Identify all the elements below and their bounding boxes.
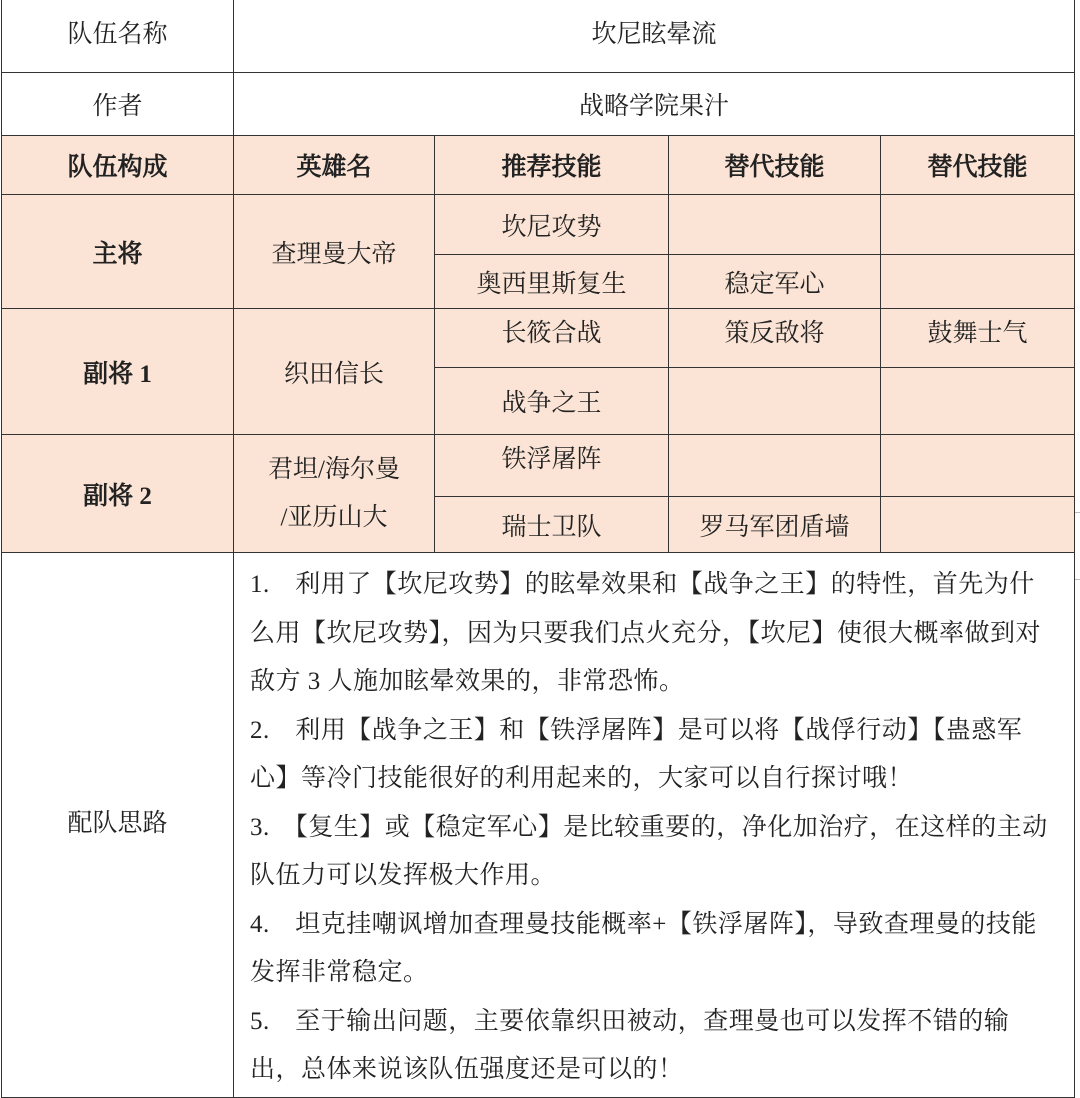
skill-cell: 坎尼攻势 [435,195,669,255]
note-item: 4. 坦克挂嘲讽增加查理曼技能概率+【铁浮屠阵】，导致查理曼的技能发挥非常稳定。 [250,910,1037,986]
note-item: 5. 至于输出问题，主要依靠织田被动，查理曼也可以发挥不错的输出，总体来说该队伍强度还是可以的！ [250,1007,1010,1083]
note-item: 3. 【复生】或【稳定军心】是比较重要的，净化加治疗，在这样的主动队伍力可以发挥极大作用。 [250,813,1048,889]
header-hero: 英雄名 [234,136,435,195]
hero-deputy-1: 织田信长 [234,309,435,435]
team-name-value: 坎尼眩晕流 [234,0,1075,73]
skill-cell: 铁浮屠阵 [435,435,669,497]
header-composition: 队伍构成 [2,136,234,195]
skill-cell: 瑞士卫队 [435,497,669,553]
skill-cell: 长筱合战 [435,309,669,368]
skill-cell [881,435,1075,497]
header-alt-skill-1: 替代技能 [669,136,881,195]
team-name-label: 队伍名称 [2,0,234,73]
skill-cell [881,497,1075,553]
role-main: 主将 [2,195,234,309]
hero-line: 君坦/海尔曼 [268,455,400,483]
skill-cell: 鼓舞士气 [881,309,1075,368]
page-edge-mark [1075,512,1080,513]
team-table [1,0,1075,1098]
header-recommended-skill: 推荐技能 [435,136,669,195]
hero-line: /亚历山大 [280,503,388,531]
skill-cell [881,255,1075,309]
skill-cell: 奥西里斯复生 [435,255,669,309]
skill-cell [881,195,1075,255]
skill-cell [669,195,881,255]
author-label: 作者 [2,73,234,136]
skill-cell [881,368,1075,435]
skill-cell: 稳定军心 [669,255,881,309]
note-item: 2. 利用【战争之王】和【铁浮屠阵】是可以将【战俘行动】【蛊惑军心】等冷门技能很好的利用起来的，大家可以自行探讨哦！ [250,716,1023,792]
author-value: 战略学院果汁 [234,73,1075,136]
skill-cell: 策反敌将 [669,309,881,368]
skill-cell [669,435,881,497]
role-deputy-2: 副将 2 [2,435,234,553]
notes-content [234,553,1075,1098]
page-edge-mark [1075,579,1080,580]
notes-label: 配队思路 [2,553,234,1098]
role-deputy-1: 副将 1 [2,309,234,435]
skill-cell: 战争之王 [435,368,669,435]
note-item: 1. 利用了【坎尼攻势】的眩晕效果和【战争之王】的特性，首先为什么用【坎尼攻势】，因为只要我们点火充分，【坎尼】使很大概率做到对敌方 3 人施加眩晕效果的，非常恐怖。 [250,571,1042,695]
header-alt-skill-2: 替代技能 [881,136,1075,195]
skill-cell [669,368,881,435]
hero-deputy-2 [234,435,435,553]
skill-cell: 罗马军团盾墙 [669,497,881,553]
hero-main: 查理曼大帝 [234,195,435,309]
